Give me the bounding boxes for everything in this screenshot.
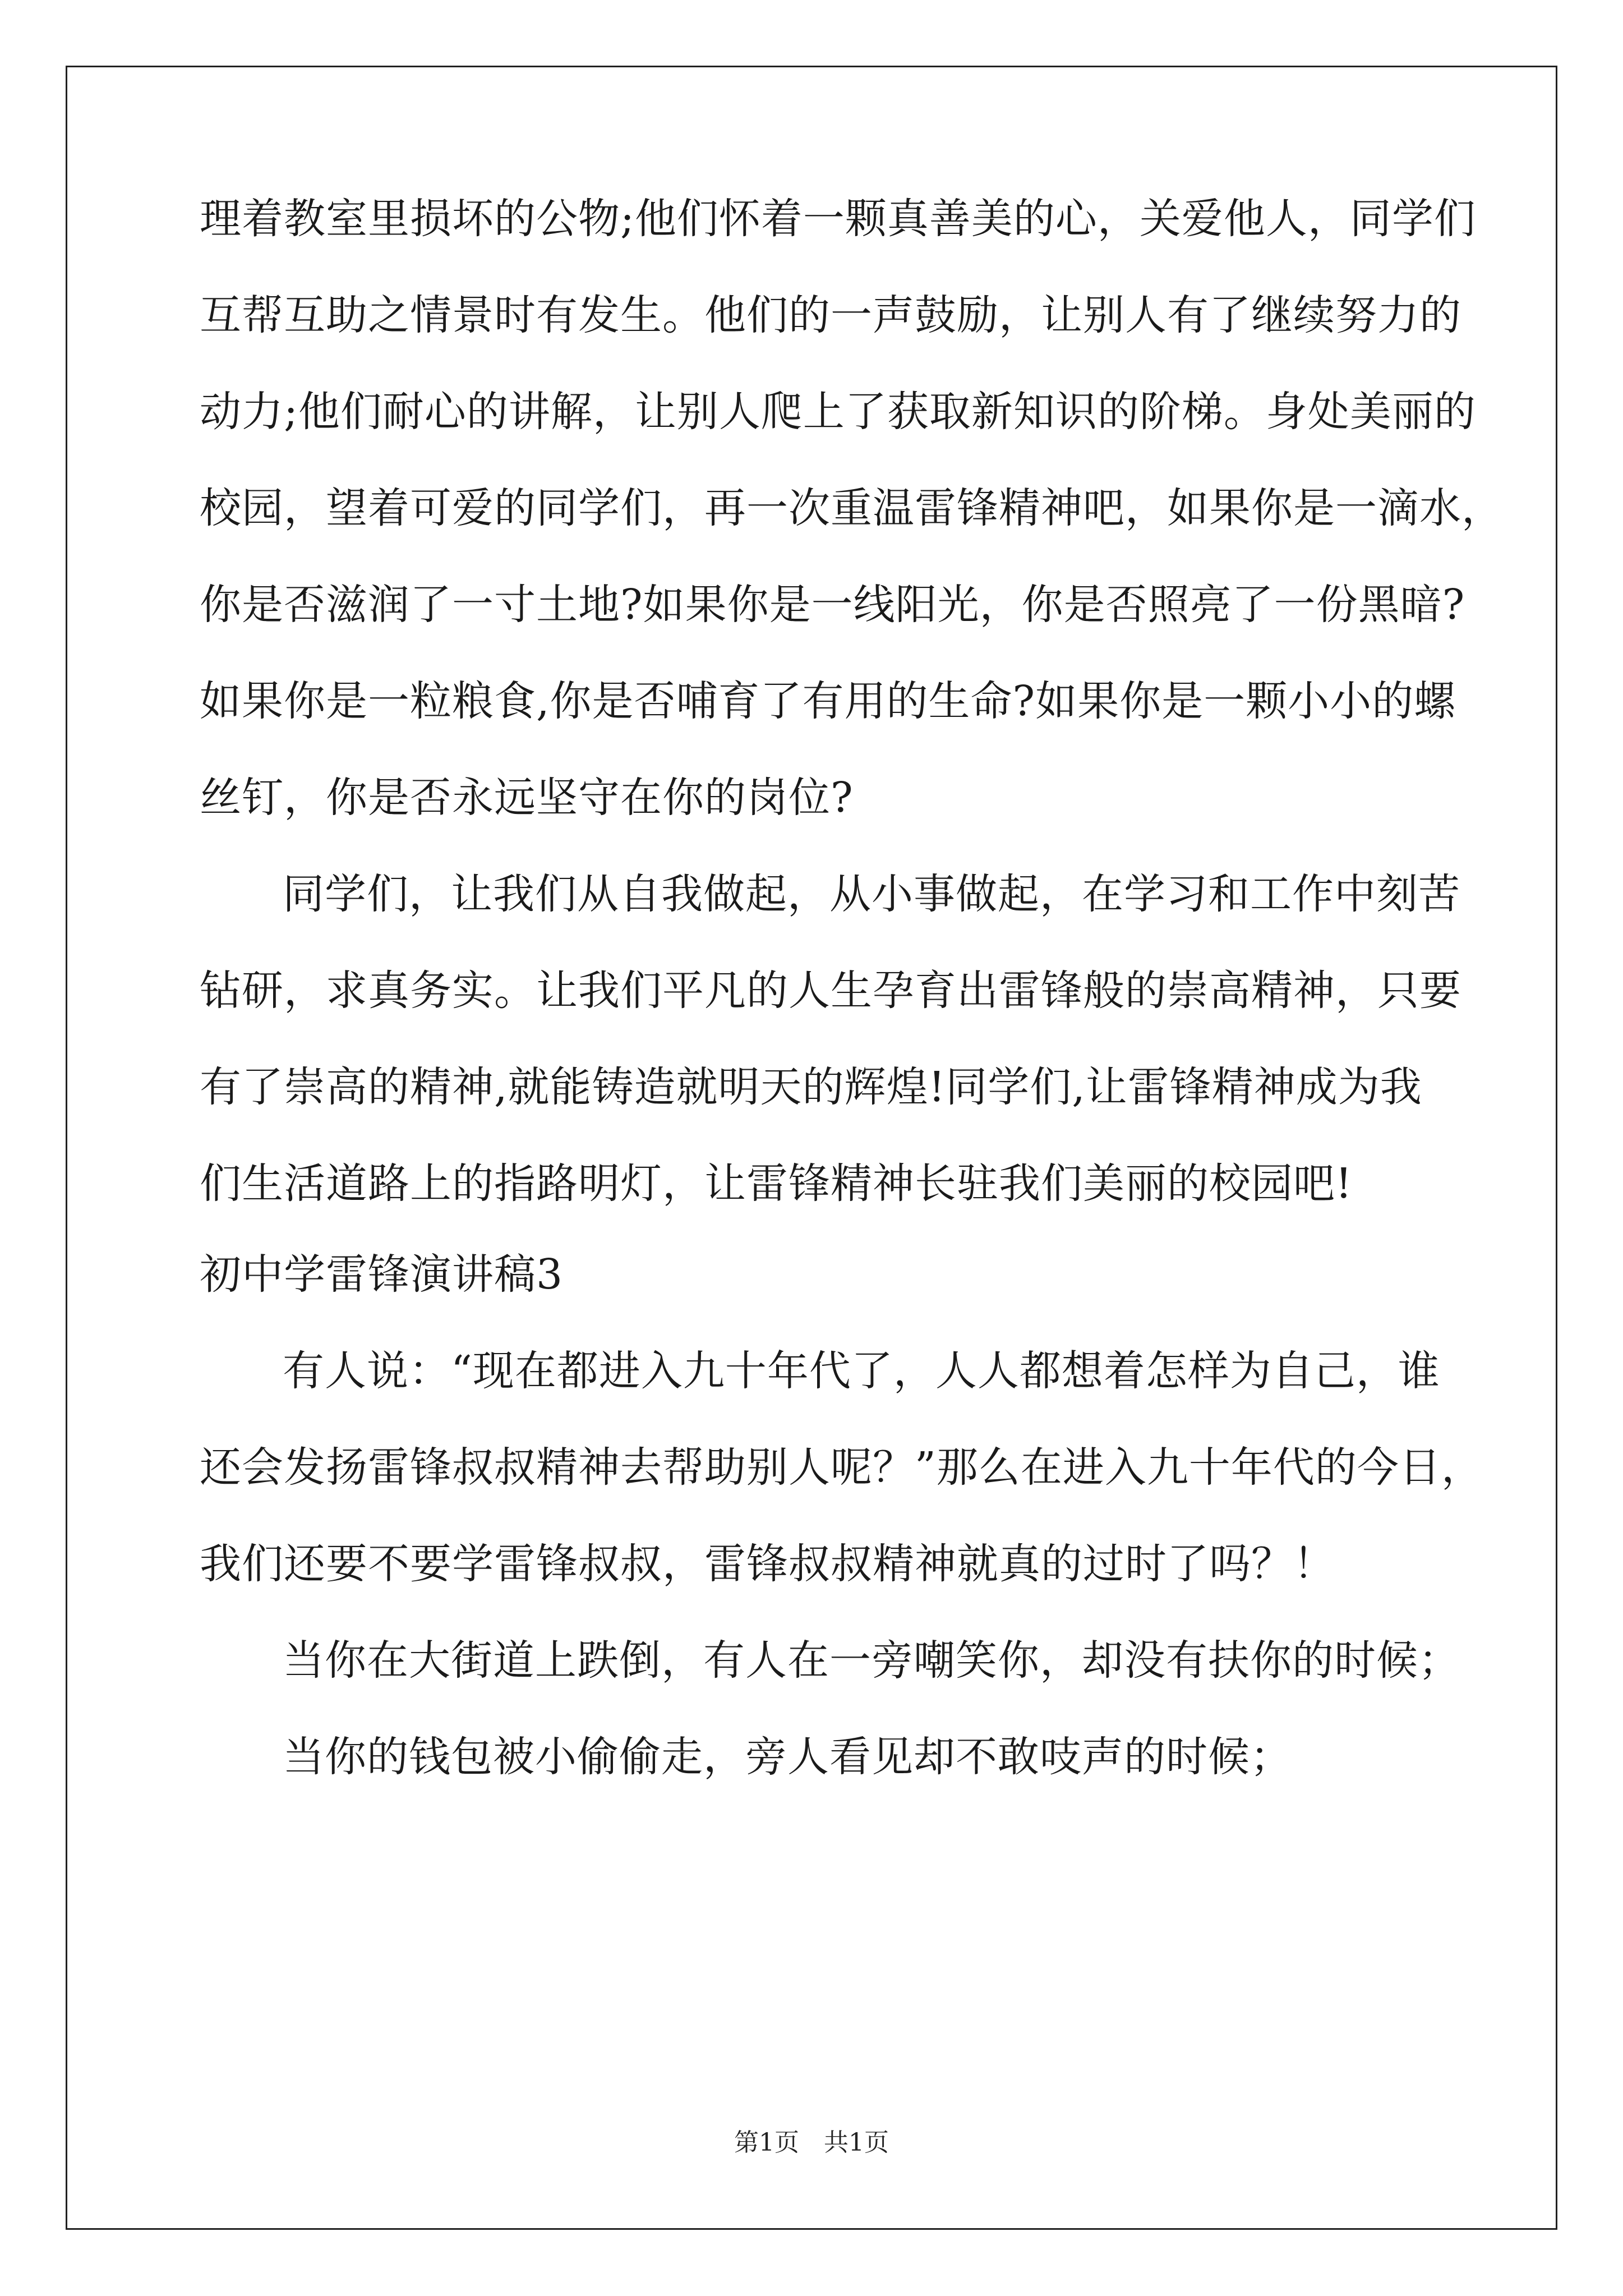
body-line: 动力;他们耐心的讲解，让别人爬上了获取新知识的阶梯。身处美丽的 — [200, 388, 1476, 436]
body-line: 们生活道路上的指路明灯，让雷锋精神长驻我们美丽的校园吧! — [200, 1159, 1353, 1208]
body-line: 校园，望着可爱的同学们，再一次重温雷锋精神吧，如果你是一滴水， — [200, 484, 1504, 532]
body-line: 丝钉，你是否永远坚守在你的岗位? — [200, 774, 854, 822]
body-line: 还会发扬雷锋叔叔精神去帮助别人呢？”那么在进入九十年代的今日， — [200, 1443, 1483, 1492]
body-line: 有了崇高的精神,就能铸造就明天的辉煌!同学们,让雷锋精神成为我 — [200, 1063, 1422, 1111]
section-heading: 初中学雷锋演讲稿3 — [200, 1250, 564, 1299]
paragraph-first-line: 有人说：“现在都进入九十年代了，人人都想着怎样为自己，谁 — [283, 1347, 1440, 1395]
page-footer: 第1页 共1页 — [734, 2128, 889, 2157]
paragraph-first-line: 当你在大街道上跌倒，有人在一旁嘲笑你，却没有扶你的时候； — [283, 1636, 1460, 1685]
paragraph-first-line: 同学们，让我们从自我做起，从小事做起，在学习和工作中刻苦 — [283, 870, 1460, 918]
body-line: 钻研，求真务实。让我们平凡的人生孕育出雷锋般的崇高精神，只要 — [200, 967, 1461, 1015]
body-line: 理着教室里损坏的公物;他们怀着一颗真善美的心，关爱他人，同学们 — [200, 195, 1476, 243]
body-line: 如果你是一粒粮食,你是否哺育了有用的生命?如果你是一颗小小的螺 — [200, 677, 1456, 725]
paragraph-first-line: 当你的钱包被小偷偷走，旁人看见却不敢吱声的时候； — [283, 1733, 1292, 1781]
body-line: 你是否滋润了一寸土地?如果你是一线阳光，你是否照亮了一份黑暗? — [200, 581, 1465, 629]
body-line: 我们还要不要学雷锋叔叔，雷锋叔叔精神就真的过时了吗？！ — [200, 1540, 1335, 1588]
body-line: 互帮互助之情景时有发生。他们的一声鼓励，让别人有了继续努力的 — [200, 291, 1461, 339]
